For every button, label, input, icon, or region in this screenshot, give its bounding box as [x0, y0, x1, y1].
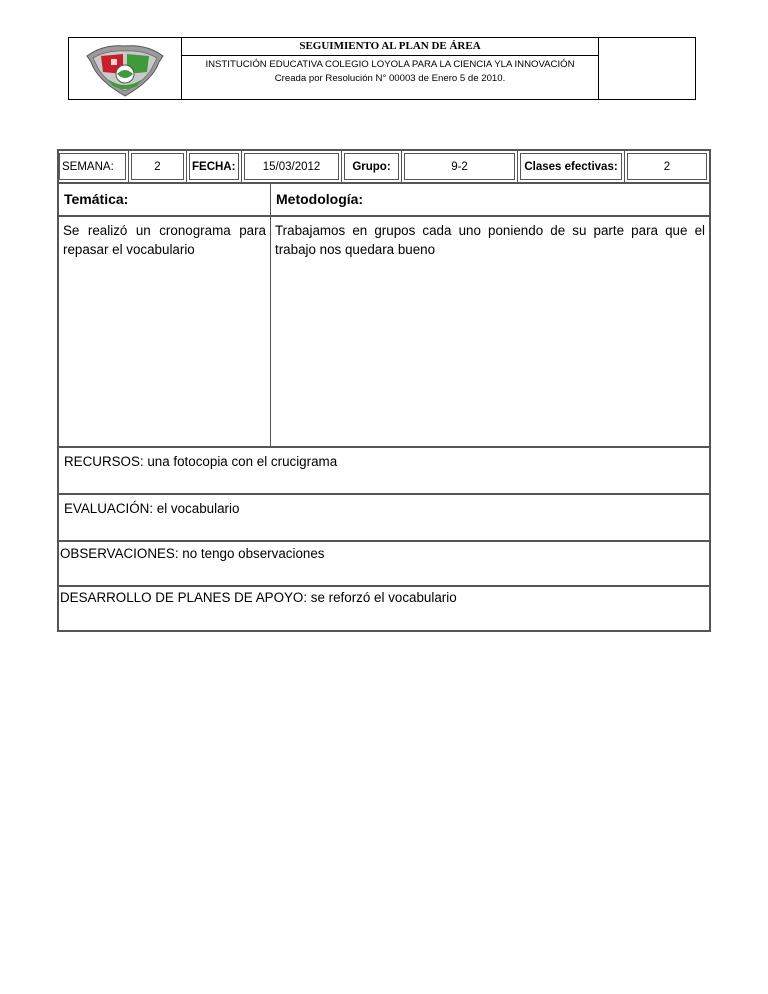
fecha-value: 15/03/2012	[262, 160, 321, 173]
semana-label: SEMANA:	[62, 160, 114, 173]
metodologia-text: Trabajamos en grupos cada uno poniendo de su parte para que el trabajo nos quedara bueno	[275, 223, 705, 257]
logo-cell	[69, 38, 182, 99]
institution-name: INSTITUCIÓN EDUCATIVA COLEGIO LOYOLA PARA LA CIENCIA YLA INNOVACIÓN	[205, 59, 575, 70]
clases-value: 2	[663, 160, 671, 173]
recursos-row	[57, 446, 711, 493]
follow-up-sheet	[57, 149, 711, 632]
metodologia-label: Metodología:	[276, 191, 364, 207]
header-right-cell	[599, 38, 695, 99]
metodologia-body-cell	[271, 217, 709, 446]
recursos-text: RECURSOS: una fotocopia con el crucigrama	[64, 454, 338, 469]
desarrollo-text: DESARROLLO DE PLANES DE APOYO: se reforzó el vocabulario	[60, 590, 457, 605]
tematica-text: Se realizó un cronograma para repasar el vocabulario	[63, 223, 266, 257]
grupo-label-cell	[342, 151, 402, 182]
grupo-label: Grupo:	[352, 160, 391, 173]
semana-label-cell	[59, 151, 129, 182]
document-header	[68, 37, 696, 100]
fecha-label: FECHA:	[192, 160, 236, 173]
fecha-label-cell	[187, 151, 242, 182]
tematica-heading-cell	[59, 184, 271, 215]
institution-info	[182, 56, 598, 86]
header-text-cell	[182, 38, 599, 99]
metodologia-heading-cell	[271, 184, 709, 215]
grupo-value: 9-2	[451, 160, 468, 173]
clases-value-cell	[625, 151, 709, 182]
observaciones-row	[57, 540, 711, 585]
desarrollo-row	[57, 585, 711, 632]
content-row	[57, 215, 711, 446]
evaluacion-row	[57, 493, 711, 540]
school-shield-logo	[83, 40, 167, 98]
info-row	[57, 149, 711, 182]
document-title: SEGUIMIENTO AL PLAN DE ÁREA	[182, 38, 598, 56]
semana-value: 2	[154, 160, 161, 173]
fecha-value-cell	[242, 151, 342, 182]
headings-row	[57, 182, 711, 215]
semana-value-cell	[129, 151, 187, 182]
tematica-body-cell	[59, 217, 271, 446]
observaciones-text: OBSERVACIONES: no tengo observaciones	[60, 546, 325, 561]
clases-label: Clases efectivas:	[524, 160, 618, 173]
tematica-label: Temática:	[64, 191, 129, 207]
clases-label-cell	[518, 151, 625, 182]
resolution-text: Creada por Resolución N° 00003 de Enero 5 de 2010.	[274, 73, 506, 84]
evaluacion-text: EVALUACIÓN: el vocabulario	[64, 501, 240, 516]
grupo-value-cell	[402, 151, 518, 182]
